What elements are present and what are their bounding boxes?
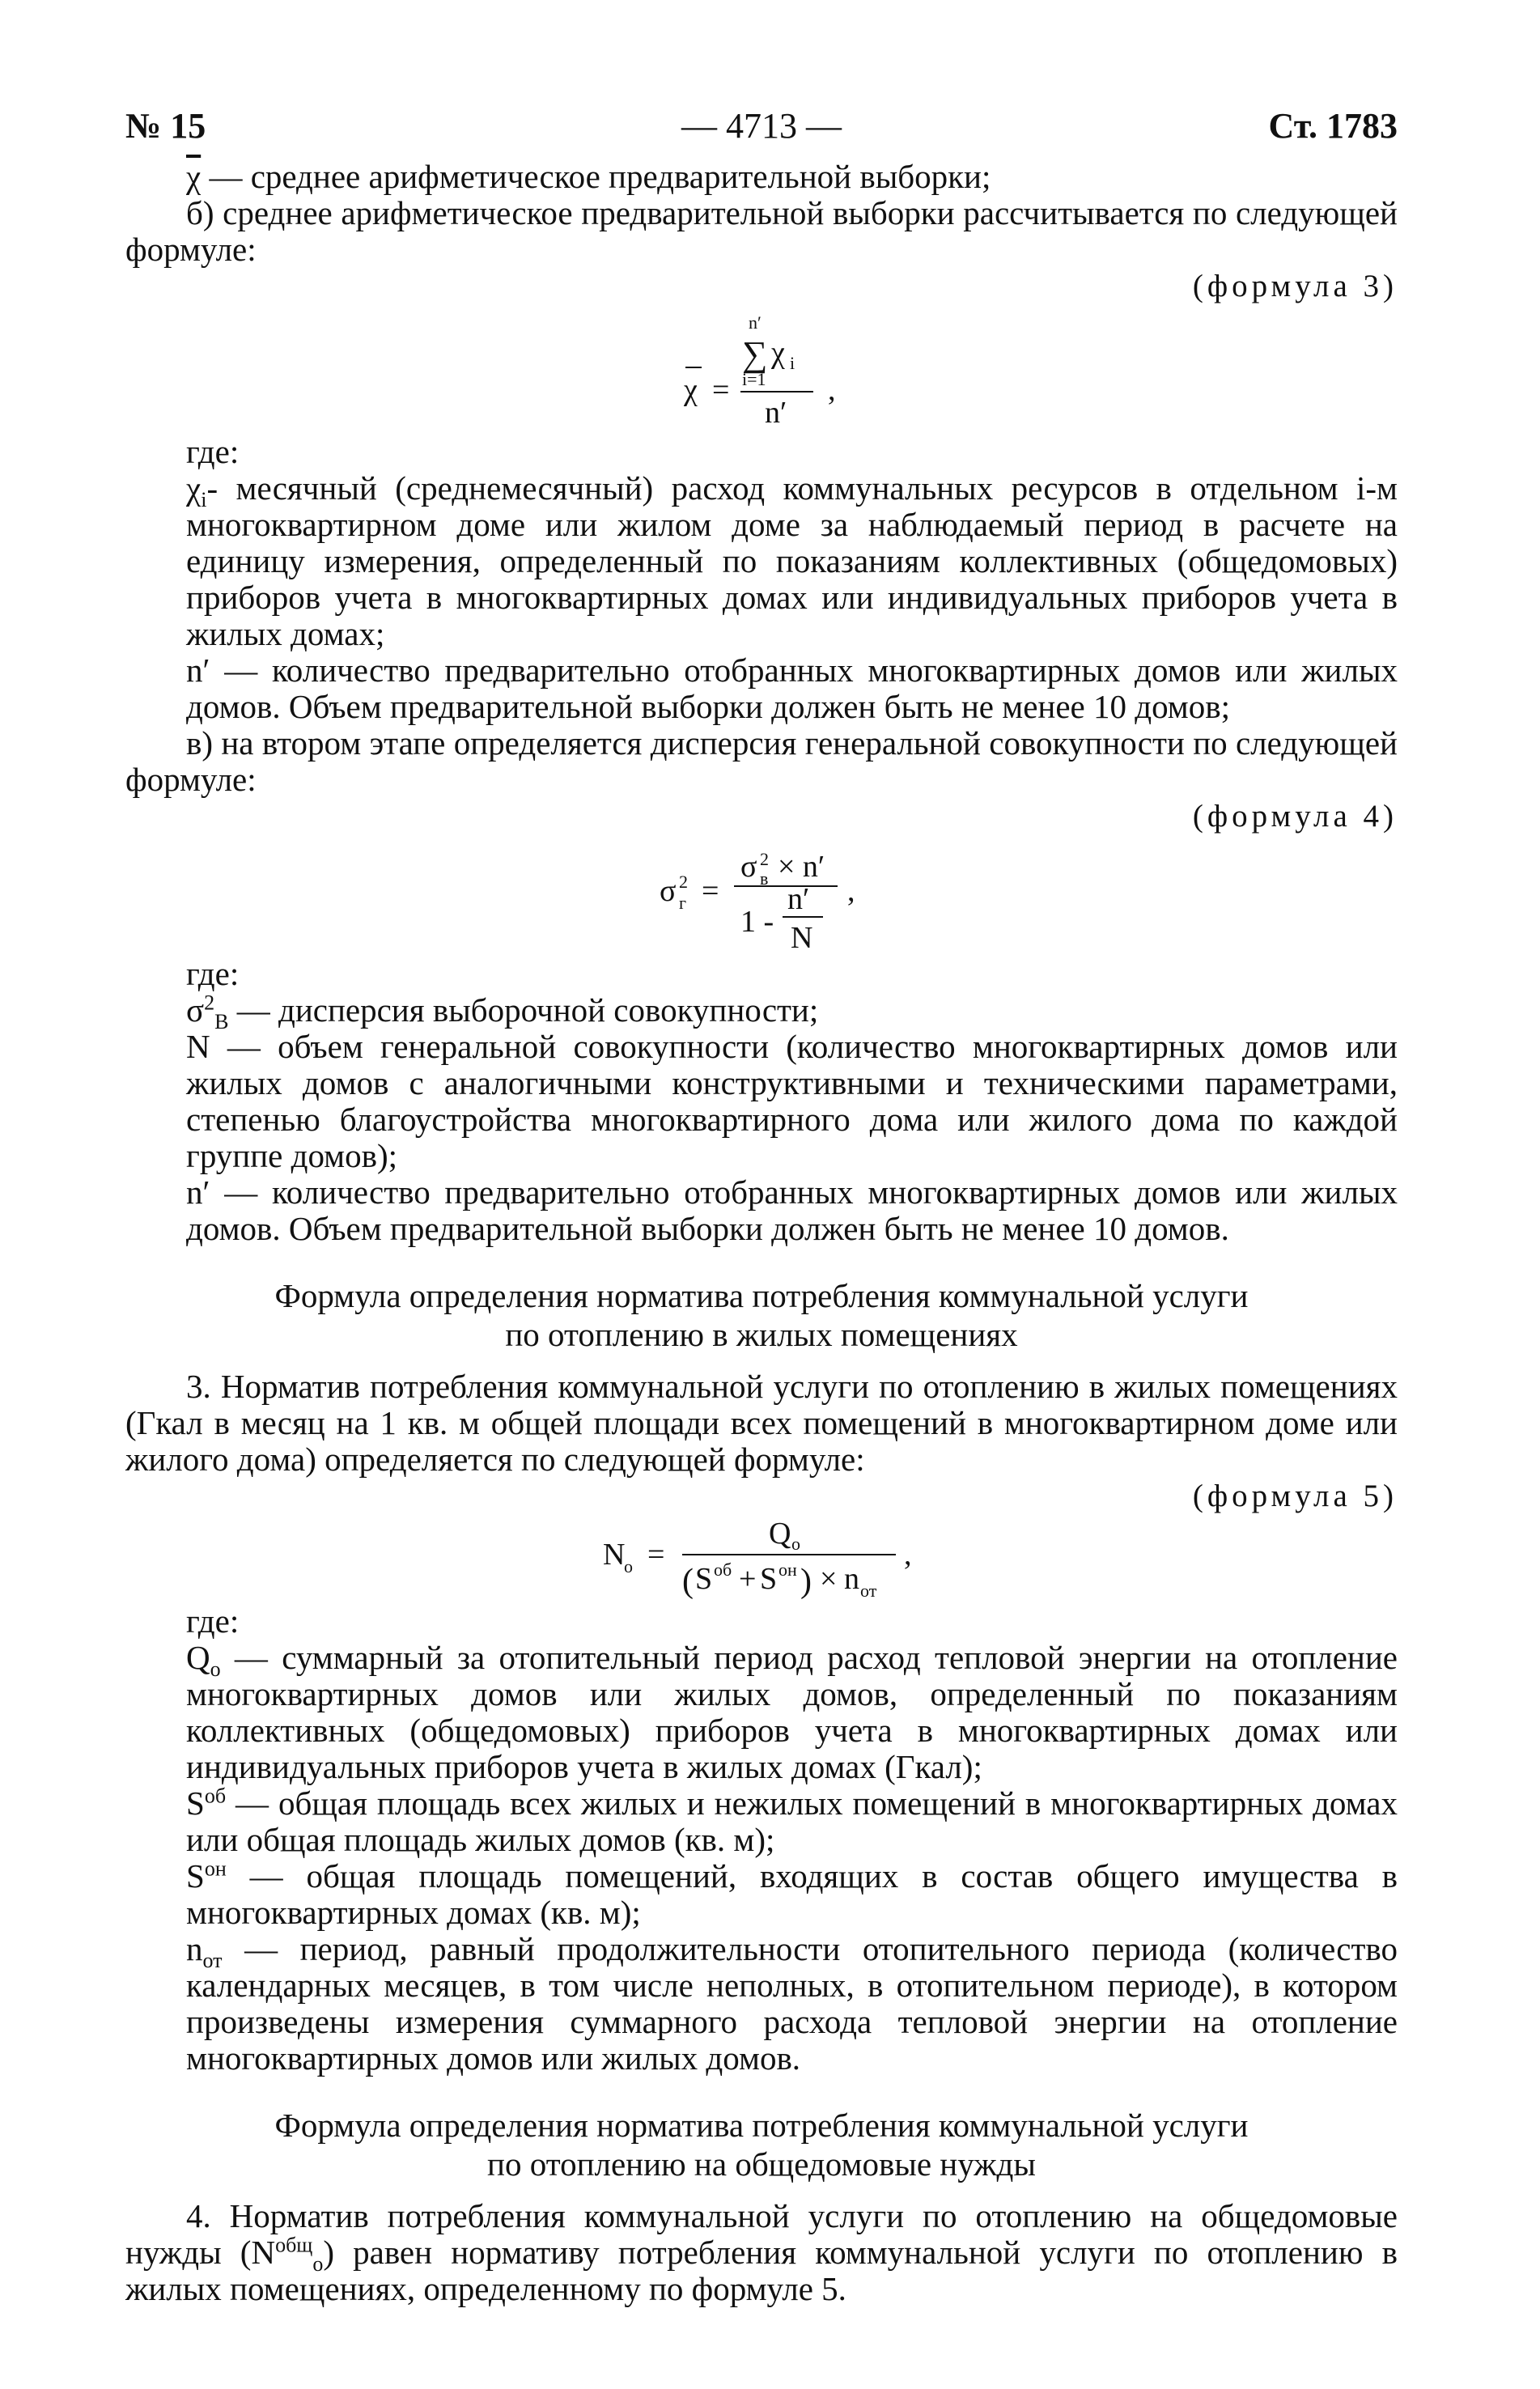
def-Sob: $S^{об}$ — общая площадь всех жилых и нежилых помещений в многоквартирных домах или общая площадь жилых домов (кв. м); bbox=[186, 1784, 1398, 1858]
para-v: в) на втором этапе определяется дисперсия генеральной совокупности по следующей формуле: bbox=[125, 724, 1398, 798]
svg-text:n: n bbox=[844, 1562, 859, 1596]
formula-5-label: (формула 5) bbox=[1192, 1479, 1398, 1513]
def-Son: $S^{он}$ — общая площадь помещений, входящих в состав общего имущества в многоквартирных домах (кв. м); bbox=[186, 1856, 1398, 1931]
svg-text:N: N bbox=[791, 921, 813, 955]
f4-sigma-g: σ bbox=[660, 874, 677, 908]
f5-Q: Q bbox=[769, 1517, 791, 1551]
formula-5-graphic bbox=[125, 1514, 1398, 1603]
def-n-prime-2: n′ — количество предварительно отобранных многоквартирных домов или жилых домов. Объем предварительной выборки должен быть не менее 10 домов. bbox=[186, 1173, 1398, 1247]
svg-text:=: = bbox=[712, 373, 730, 407]
svg-text:S: S bbox=[760, 1562, 778, 1596]
chi-bar-symbol: $\overline{\chi}$ bbox=[186, 158, 202, 195]
issue-number: № 15 bbox=[125, 106, 206, 146]
svg-text:=: = bbox=[647, 1538, 665, 1572]
svg-text:=: = bbox=[702, 874, 719, 908]
section-1-title-line-2: по отоплению в жилых помещениях bbox=[505, 1316, 1018, 1353]
page-number: — 4713 — bbox=[681, 106, 842, 146]
svg-text:об: об bbox=[714, 1559, 732, 1580]
formula-4-graphic bbox=[125, 834, 1398, 956]
def-Qo: $Q_о$ — суммарный за отопительный период расход тепловой энергии на отопление многоквартирных домов или жилых домов, определенный по показаниям коллективных (общедомовых) приборов учета в многоквартирных домах или индивидуальных приборов учета в жилых домах (Гкал); bbox=[186, 1639, 1398, 1785]
section-2-title-line-2: по отоплению на общедомовые нужды bbox=[487, 2145, 1036, 2183]
svg-text:+: + bbox=[739, 1562, 757, 1596]
svg-text:,: , bbox=[828, 373, 836, 407]
section-2-title-line-1: Формула определения норматива потребления коммунальной услуги bbox=[274, 2107, 1249, 2144]
f3-sum-sign: ∑ bbox=[742, 334, 768, 374]
section-1-title-line-1: Формула определения норматива потребления коммунальной услуги bbox=[274, 1277, 1249, 1314]
svg-text:о: о bbox=[624, 1556, 633, 1576]
svg-text:1 -: 1 - bbox=[740, 905, 774, 939]
svg-text:от: от bbox=[860, 1581, 877, 1601]
formula-4 bbox=[125, 834, 1398, 956]
svg-text:(: ( bbox=[682, 1563, 694, 1600]
f5-N: N bbox=[603, 1538, 626, 1572]
where-1: где: bbox=[186, 433, 240, 470]
svg-text:в: в bbox=[760, 868, 769, 889]
def-N: N — объем генеральной совокупности (количество многоквартирных домов или жилых домов с аналогичными конструктивными и техническими параметрами, степенью благоустройства многоквартирного дома или жилого дома по каждой группе домов); bbox=[186, 1028, 1398, 1174]
svg-text:2: 2 bbox=[760, 849, 769, 869]
formula-3 bbox=[125, 304, 1398, 434]
f3-chi-i: χ bbox=[771, 336, 785, 370]
para-mean-definition: $\overline{\chi}$ — среднее арифметическое предварительной выборки; bbox=[186, 158, 991, 195]
def-not: $n_{от}$ — период, равный продолжительности отопительного периода (количество календарных месяцев, в том числе неполных, в отопительном периоде), в котором произведены измерения суммарного расхода тепловой энергии на отопление многоквартирных домов или жилых домов. bbox=[186, 1930, 1398, 2077]
def-chi-i: $\chi_i-$ месячный (среднемесячный) расход коммунальных ресурсов в отдельном i-м многоквартирном доме или жилом доме за наблюдаемый период в расчете на единицу измерения, определенный по показаниям коллективных (общедомовых) приборов учета в многоквартирных домах или индивидуальных приборов учета в жилых домах; bbox=[186, 469, 1398, 652]
f3-denominator: n′ bbox=[765, 396, 787, 430]
svg-text:он: он bbox=[778, 1559, 797, 1580]
svg-text:S: S bbox=[695, 1562, 713, 1596]
svg-text:2: 2 bbox=[679, 872, 688, 892]
para-3: 3. Норматив потребления коммунальной услуги по отоплению в жилых помещениях (Гкал в месяц на 1 кв. м общей площади всех помещений в многоквартирном доме или жилого дома) определяется по следующей формуле: bbox=[125, 1368, 1398, 1478]
page-header bbox=[125, 105, 1398, 154]
para-b: б) среднее арифметическое предварительной выборки рассчитывается по следующей формуле: bbox=[125, 194, 1398, 268]
svg-text:× n′: × n′ bbox=[778, 850, 825, 884]
formula-3-label: (формула 3) bbox=[1192, 269, 1398, 303]
para-4: 4. Норматив потребления коммунальной услуги по отоплению на общедомовые нужды $(N^{общ}_о)$ равен нормативу потребления коммунальной услуги по отоплению в жилых помещениях, определенному по формуле 5. bbox=[125, 2197, 1398, 2307]
f4-sigma-v: σ bbox=[740, 850, 757, 884]
svg-text:о: о bbox=[791, 1534, 800, 1554]
formula-4-label: (формула 4) bbox=[1192, 799, 1398, 834]
f3-sum-upper: n′ bbox=[749, 312, 762, 333]
body-text bbox=[125, 159, 1398, 2307]
svg-text:г: г bbox=[679, 893, 687, 913]
def-n-prime-1: n′ — количество предварительно отобранных многоквартирных домов или жилых домов. Объем предварительной выборки должен быть не менее 10 домов; bbox=[186, 651, 1398, 725]
def-sigma-v: $\sigma^2_В$ — дисперсия выборочной совокупности; bbox=[186, 991, 819, 1034]
article-number: Ст. 1783 bbox=[1268, 106, 1398, 146]
svg-text:,: , bbox=[847, 874, 855, 908]
f3-chi-i-sub: i bbox=[790, 353, 795, 373]
svg-text:,: , bbox=[904, 1538, 912, 1572]
svg-text:×: × bbox=[820, 1562, 838, 1596]
formula-5 bbox=[125, 1514, 1398, 1603]
svg-text:): ) bbox=[800, 1563, 812, 1600]
formula-3-graphic bbox=[125, 304, 1398, 434]
where-3: где: bbox=[186, 1602, 240, 1640]
where-2: где: bbox=[186, 955, 240, 992]
f3-sum-lower: i=1 bbox=[742, 369, 766, 389]
f3-chi-bar: χ bbox=[684, 373, 698, 407]
svg-text:n′: n′ bbox=[787, 882, 810, 916]
